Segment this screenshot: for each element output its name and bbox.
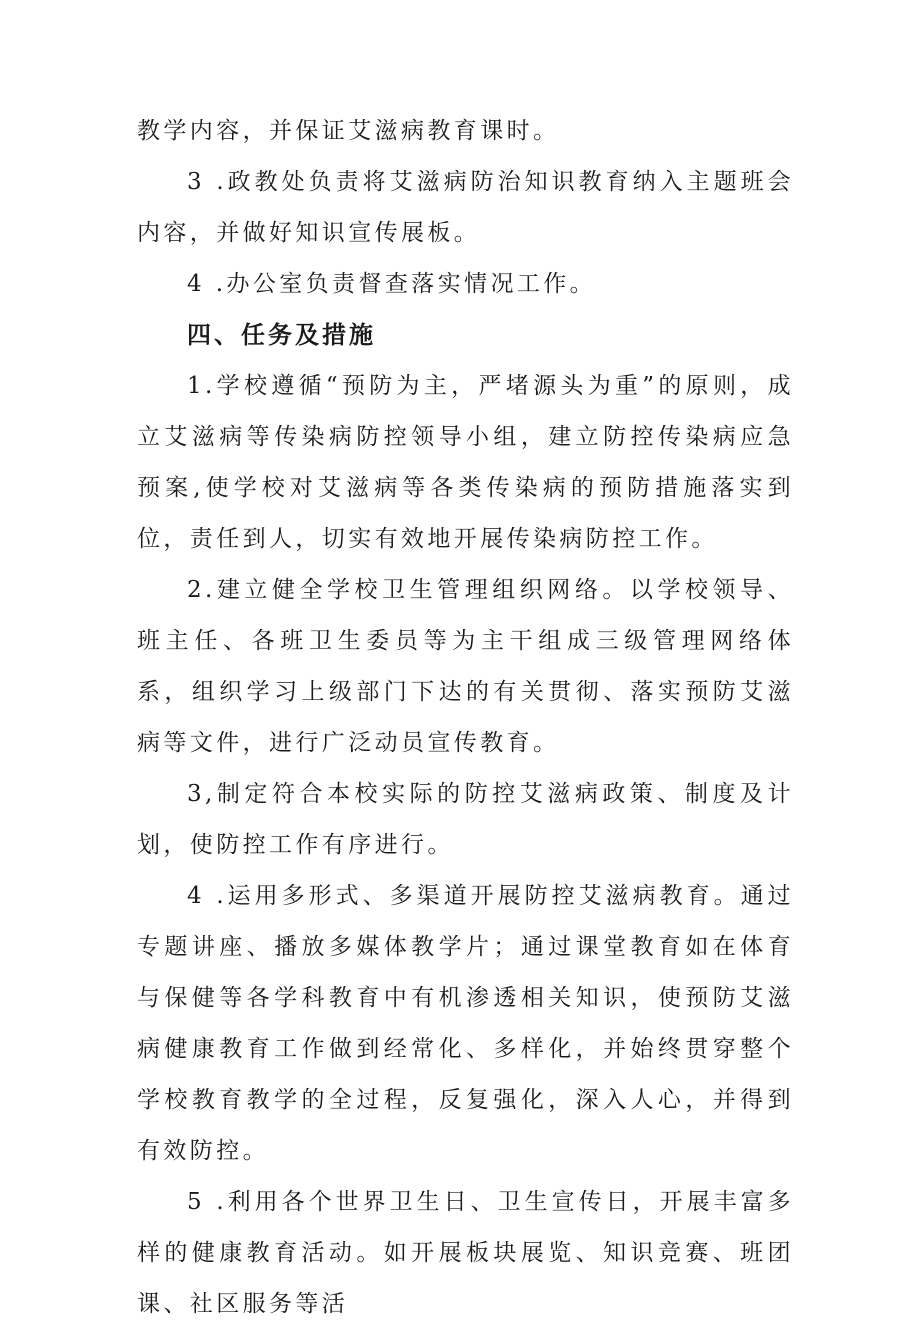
paragraph-item-3: 3 .政教处负责将艾滋病防治知识教育纳入主题班会内容，并做好知识宣传展板。	[137, 169, 794, 246]
measure-item-4: 4 .运用多形式、多渠道开展防控艾滋病教育。通过专题讲座、播放多媒体教学片；通过课堂教育如在体育与保健等各学科教育中有机渗透相关知识，使预防艾滋病健康教育工作做到经常化、多样化，并始终贯穿整个学校教育教学的全过程，反复强化，深入人心，并得到有效防控。	[137, 883, 794, 1164]
measure-item-2: 2.建立健全学校卫生管理组织网络。以学校领导、班主任、各班卫生委员等为主干组成三级管理网络体系，组织学习上级部门下达的有关贯彻、落实预防艾滋病等文件，进行广泛动员宣传教育。	[137, 577, 794, 756]
measure-item-5: 5 .利用各个世界卫生日、卫生宣传日，开展丰富多样的健康教育活动。如开展板块展览、知识竞赛、班团课、社区服务等活	[137, 1189, 794, 1317]
measure-item-3: 3,制定符合本校实际的防控艾滋病政策、制度及计划，使防控工作有序进行。	[137, 781, 794, 858]
section-heading: 四、任务及措施	[187, 321, 376, 349]
measure-item-1: 1.学校遵循“预防为主，严堵源头为重”的原则，成立艾滋病等传染病防控领导小组，建立防控传染病应急预案,使学校对艾滋病等各类传染病的预防措施落实到位，责任到人，切实有效地开展传染病防控工作。	[137, 373, 794, 552]
paragraph-continuation: 教学内容，并保证艾滋病教育课时。	[137, 118, 560, 144]
paragraph-item-4: 4 .办公室负责督查落实情况工作。	[187, 271, 597, 297]
